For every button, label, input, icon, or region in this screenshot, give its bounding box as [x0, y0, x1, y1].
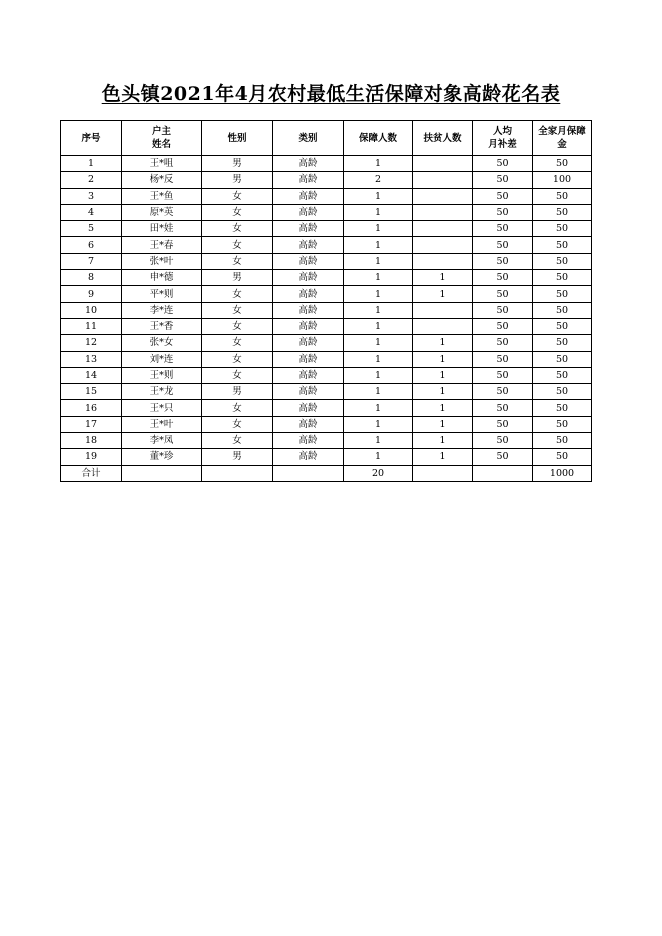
- cell-index: 13: [61, 351, 122, 367]
- cell-category: 高龄: [273, 335, 344, 351]
- cell-family: 50: [533, 237, 592, 253]
- table-row: [61, 204, 592, 220]
- cell-family: 50: [533, 156, 592, 172]
- cell-name: 李*连: [122, 302, 202, 318]
- cell-gender: 男: [202, 384, 273, 400]
- cell-poverty: [413, 204, 473, 220]
- cell-index: 6: [61, 237, 122, 253]
- cell-insured: 1: [344, 433, 413, 449]
- cell-gender: 男: [202, 270, 273, 286]
- cell-gender: 女: [202, 416, 273, 432]
- table-row: [61, 253, 592, 269]
- cell-insured: 1: [344, 400, 413, 416]
- header-family-line2: 金: [557, 139, 567, 150]
- header-poverty-count: 扶贫人数: [413, 121, 473, 156]
- cell-category: 高龄: [273, 318, 344, 334]
- cell-family: 50: [533, 188, 592, 204]
- table-row: [61, 221, 592, 237]
- cell-index: 16: [61, 400, 122, 416]
- cell-monthly: 50: [473, 433, 533, 449]
- table-row: [61, 188, 592, 204]
- table-row: [61, 400, 592, 416]
- cell-insured: 1: [344, 270, 413, 286]
- cell-index: 2: [61, 172, 122, 188]
- cell-category: 高龄: [273, 367, 344, 383]
- cell-index: 3: [61, 188, 122, 204]
- cell-insured: 1: [344, 286, 413, 302]
- cell-family: 50: [533, 253, 592, 269]
- cell-name: 董*珍: [122, 449, 202, 465]
- cell-index: 5: [61, 221, 122, 237]
- table-row: [61, 335, 592, 351]
- total-label: 合计: [61, 465, 122, 481]
- cell-name: 王*春: [122, 237, 202, 253]
- cell-index: 9: [61, 286, 122, 302]
- cell-name: 王*龙: [122, 384, 202, 400]
- cell-poverty: 1: [413, 384, 473, 400]
- cell-index: 8: [61, 270, 122, 286]
- cell-family: 50: [533, 367, 592, 383]
- header-name-line2: 姓名: [151, 139, 171, 150]
- document-title-text: 色头镇2021年4月农村最低生活保障对象高龄花名表: [101, 83, 561, 105]
- table-row: [61, 270, 592, 286]
- cell-monthly: 50: [473, 416, 533, 432]
- cell-name: 申*德: [122, 270, 202, 286]
- cell-category: 高龄: [273, 188, 344, 204]
- cell-family: 50: [533, 449, 592, 465]
- cell-gender: 女: [202, 204, 273, 220]
- cell-index: 11: [61, 318, 122, 334]
- table-row: [61, 384, 592, 400]
- cell-poverty: [413, 221, 473, 237]
- cell-poverty: [413, 318, 473, 334]
- table-row: [61, 302, 592, 318]
- cell-name: 李*凤: [122, 433, 202, 449]
- cell-insured: 1: [344, 351, 413, 367]
- total-empty-poverty: [413, 465, 473, 481]
- cell-index: 14: [61, 367, 122, 383]
- cell-gender: 男: [202, 449, 273, 465]
- total-empty-name: [122, 465, 202, 481]
- cell-monthly: 50: [473, 384, 533, 400]
- cell-insured: 1: [344, 253, 413, 269]
- table-row: [61, 351, 592, 367]
- cell-insured: 1: [344, 237, 413, 253]
- cell-category: 高龄: [273, 384, 344, 400]
- total-empty-category: [273, 465, 344, 481]
- cell-name: 王*鱼: [122, 188, 202, 204]
- cell-monthly: 50: [473, 156, 533, 172]
- table-header-row: [61, 121, 592, 156]
- header-family: [533, 121, 592, 156]
- cell-poverty: 1: [413, 351, 473, 367]
- cell-insured: 1: [344, 318, 413, 334]
- cell-monthly: 50: [473, 400, 533, 416]
- header-family-line1: 全家月保障: [538, 126, 586, 137]
- cell-category: 高龄: [273, 204, 344, 220]
- cell-insured: 1: [344, 221, 413, 237]
- table-row: [61, 237, 592, 253]
- cell-index: 12: [61, 335, 122, 351]
- table-row: [61, 433, 592, 449]
- cell-family: 50: [533, 318, 592, 334]
- cell-family: 50: [533, 384, 592, 400]
- cell-family: 50: [533, 351, 592, 367]
- cell-index: 17: [61, 416, 122, 432]
- cell-name: 原*英: [122, 204, 202, 220]
- cell-poverty: 1: [413, 367, 473, 383]
- cell-insured: 2: [344, 172, 413, 188]
- header-insured-count: 保障人数: [344, 121, 413, 156]
- cell-monthly: 50: [473, 318, 533, 334]
- cell-category: 高龄: [273, 449, 344, 465]
- header-gender: 性别: [202, 121, 273, 156]
- cell-name: 王*只: [122, 400, 202, 416]
- header-name: [122, 121, 202, 156]
- cell-gender: 女: [202, 237, 273, 253]
- cell-monthly: 50: [473, 221, 533, 237]
- cell-family: 50: [533, 400, 592, 416]
- cell-category: 高龄: [273, 156, 344, 172]
- cell-category: 高龄: [273, 416, 344, 432]
- cell-poverty: 1: [413, 400, 473, 416]
- cell-monthly: 50: [473, 367, 533, 383]
- cell-insured: 1: [344, 449, 413, 465]
- cell-monthly: 50: [473, 351, 533, 367]
- cell-family: 100: [533, 172, 592, 188]
- cell-index: 18: [61, 433, 122, 449]
- cell-insured: 1: [344, 188, 413, 204]
- cell-index: 15: [61, 384, 122, 400]
- cell-poverty: [413, 188, 473, 204]
- cell-poverty: 1: [413, 449, 473, 465]
- header-monthly: [473, 121, 533, 156]
- cell-category: 高龄: [273, 221, 344, 237]
- cell-poverty: [413, 156, 473, 172]
- cell-family: 50: [533, 433, 592, 449]
- cell-category: 高龄: [273, 302, 344, 318]
- cell-gender: 女: [202, 286, 273, 302]
- table-row: [61, 449, 592, 465]
- cell-gender: 女: [202, 351, 273, 367]
- document-title: [0, 80, 662, 108]
- table-row: [61, 156, 592, 172]
- cell-gender: 女: [202, 188, 273, 204]
- table-row: [61, 416, 592, 432]
- cell-name: 王*香: [122, 318, 202, 334]
- cell-name: 王*叶: [122, 416, 202, 432]
- cell-gender: 男: [202, 172, 273, 188]
- total-empty-gender: [202, 465, 273, 481]
- cell-name: 田*娃: [122, 221, 202, 237]
- cell-monthly: 50: [473, 188, 533, 204]
- cell-insured: 1: [344, 204, 413, 220]
- cell-gender: 女: [202, 318, 273, 334]
- cell-family: 50: [533, 416, 592, 432]
- total-empty-monthly: [473, 465, 533, 481]
- cell-name: 张*女: [122, 335, 202, 351]
- cell-gender: 女: [202, 221, 273, 237]
- cell-index: 10: [61, 302, 122, 318]
- cell-monthly: 50: [473, 286, 533, 302]
- cell-poverty: 1: [413, 433, 473, 449]
- cell-insured: 1: [344, 416, 413, 432]
- cell-category: 高龄: [273, 400, 344, 416]
- table-row: [61, 172, 592, 188]
- cell-monthly: 50: [473, 449, 533, 465]
- cell-monthly: 50: [473, 335, 533, 351]
- table-total-row: [61, 465, 592, 481]
- cell-monthly: 50: [473, 253, 533, 269]
- cell-category: 高龄: [273, 172, 344, 188]
- cell-poverty: [413, 172, 473, 188]
- cell-poverty: [413, 253, 473, 269]
- cell-family: 50: [533, 286, 592, 302]
- header-index: 序号: [61, 121, 122, 156]
- cell-family: 50: [533, 204, 592, 220]
- table-body: [61, 156, 592, 466]
- cell-name: 张*叶: [122, 253, 202, 269]
- cell-monthly: 50: [473, 204, 533, 220]
- cell-poverty: 1: [413, 286, 473, 302]
- cell-insured: 1: [344, 335, 413, 351]
- header-monthly-line1: 人均: [492, 126, 512, 137]
- cell-family: 50: [533, 335, 592, 351]
- cell-name: 杨*反: [122, 172, 202, 188]
- cell-monthly: 50: [473, 172, 533, 188]
- cell-gender: 女: [202, 253, 273, 269]
- cell-name: 王*咀: [122, 156, 202, 172]
- cell-category: 高龄: [273, 286, 344, 302]
- table-row: [61, 367, 592, 383]
- cell-name: 王*则: [122, 367, 202, 383]
- cell-poverty: 1: [413, 270, 473, 286]
- table-row: [61, 286, 592, 302]
- cell-index: 1: [61, 156, 122, 172]
- cell-gender: 男: [202, 156, 273, 172]
- cell-family: 50: [533, 221, 592, 237]
- cell-poverty: 1: [413, 416, 473, 432]
- cell-monthly: 50: [473, 302, 533, 318]
- cell-index: 7: [61, 253, 122, 269]
- cell-gender: 女: [202, 367, 273, 383]
- cell-name: 刘*连: [122, 351, 202, 367]
- cell-name: 平*则: [122, 286, 202, 302]
- cell-insured: 1: [344, 384, 413, 400]
- cell-insured: 1: [344, 367, 413, 383]
- cell-family: 50: [533, 302, 592, 318]
- cell-insured: 1: [344, 302, 413, 318]
- cell-monthly: 50: [473, 237, 533, 253]
- total-insured: 20: [344, 465, 413, 481]
- cell-category: 高龄: [273, 237, 344, 253]
- cell-gender: 女: [202, 400, 273, 416]
- cell-index: 19: [61, 449, 122, 465]
- cell-gender: 女: [202, 335, 273, 351]
- cell-category: 高龄: [273, 433, 344, 449]
- cell-category: 高龄: [273, 253, 344, 269]
- header-name-line1: 户主: [151, 126, 171, 137]
- cell-category: 高龄: [273, 270, 344, 286]
- table-row: [61, 318, 592, 334]
- cell-poverty: [413, 302, 473, 318]
- cell-poverty: 1: [413, 335, 473, 351]
- roster-table: [60, 120, 592, 482]
- total-family: 1000: [533, 465, 592, 481]
- header-category: 类别: [273, 121, 344, 156]
- header-monthly-line2: 月补差: [488, 139, 517, 150]
- cell-gender: 女: [202, 302, 273, 318]
- cell-gender: 女: [202, 433, 273, 449]
- cell-category: 高龄: [273, 351, 344, 367]
- cell-index: 4: [61, 204, 122, 220]
- cell-monthly: 50: [473, 270, 533, 286]
- cell-family: 50: [533, 270, 592, 286]
- cell-insured: 1: [344, 156, 413, 172]
- cell-poverty: [413, 237, 473, 253]
